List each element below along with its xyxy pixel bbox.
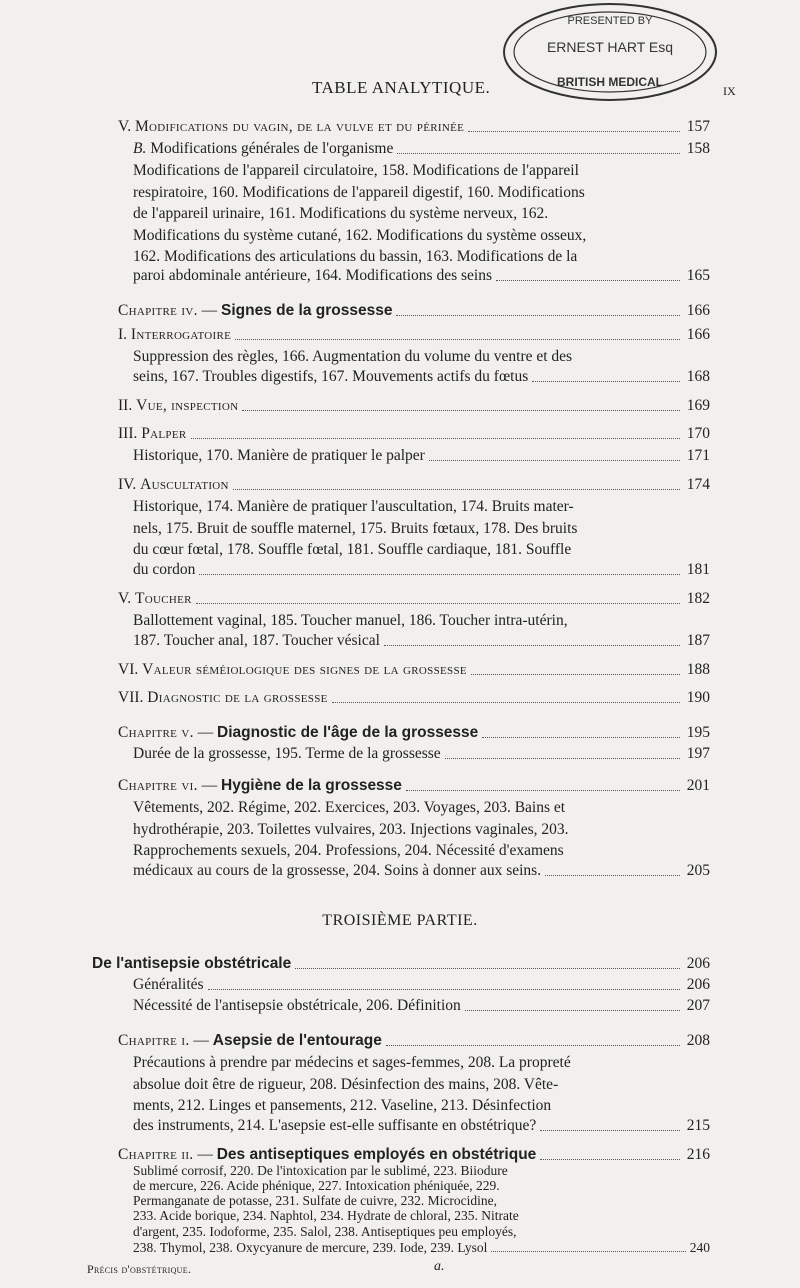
entry-page: 208 [686, 1032, 710, 1049]
library-stamp-icon [498, 0, 723, 106]
chapter-number: Chapitre v. [118, 724, 194, 741]
entry-page: 187 [686, 632, 710, 649]
leader-dots [540, 1130, 680, 1131]
leader-dots [235, 339, 680, 340]
chapter-title: Diagnostic de l'âge de la grossesse [217, 724, 479, 741]
entry-number: III. [118, 425, 138, 442]
entry-label: Généralités [133, 976, 204, 993]
leader-dots [545, 875, 680, 876]
leader-dots [397, 153, 680, 154]
toc-entry [133, 1117, 710, 1135]
leader-dots [295, 968, 680, 969]
chapter-title: Asepsie de l'entourage [212, 1032, 382, 1049]
toc-entry [118, 326, 710, 344]
entry-description-line-5: d'argent, 235. Iodoforme, 235. Salol, 238. Antiseptiques peu employés, [133, 1224, 517, 1239]
leader-dots [482, 737, 680, 738]
entry-page: 174 [686, 476, 710, 493]
leader-dots [233, 489, 680, 490]
entry-description: Sublimé corrosif, 220. De l'intoxication par le sublimé, 223. Biiodure de mercure, 226. Acide phénique, 227. Intoxication phéniquée, 229. Permanganate de potasse, 231. Sulfate de cuivre, 232. Microcidine, 233. Acide borique, 234. Naphtol, 234. Hydrate de chloral, 235. Nitrate [133, 1163, 519, 1223]
entry-page: 165 [686, 267, 710, 284]
leader-dots [429, 460, 680, 461]
chapter-entry: Chapitre v. — Diagnostic de l'âge de la grossesse 195 [118, 724, 710, 741]
leader-dots [496, 280, 680, 281]
entry-label: 238. Thymol, 238. Oxycyanure de mercure, 239. Iode, 239. Lysol [133, 1240, 488, 1255]
signature-mark: a. [434, 1259, 445, 1274]
toc-entry [118, 425, 710, 443]
part-title: De l'antisepsie obstétricale [92, 955, 292, 972]
leader-dots [406, 790, 680, 791]
leader-dots [471, 674, 680, 675]
entry-number: B. [133, 140, 147, 157]
toc-entry [118, 476, 710, 494]
entry-label: Historique, 170. Manière de pratiquer le palper [133, 447, 425, 464]
chapter-title: Des antiseptiques employés en obstétrique [216, 1146, 537, 1163]
toc-entry [133, 267, 710, 285]
entry-label: 187. Toucher anal, 187. Toucher vésical [133, 632, 380, 649]
entry-number: VI. [118, 661, 139, 678]
entry-description: Précautions à prendre par médecins et sages-femmes, 208. La propreté absolue doit être de rigueur, 208. Désinfection des mains, 208. Vête- ments, 212. Linges et pansements, 212. Vaseline, 213. Désinfection [133, 1054, 571, 1114]
entry-description: Modifications de l'appareil circulatoire, 158. Modifications de l'appareil respiratoire, 160. Modifications de l'appareil digestif, 160. Modifications de l'appareil urinaire, 161. Modifications du système nerveux, 162. Modifications du système cutané, 162. Modifications du système osseux, 162. Modifications des articulations du bassin, 163. Modifications de la [133, 162, 587, 265]
entry-page: 188 [686, 661, 710, 678]
entry-number: IV. [118, 476, 137, 493]
entry-description: Vêtements, 202. Régime, 202. Exercices, 203. Voyages, 203. Bains et hydrothérapie, 203. Toilettes vulvaires, 203. Injections vaginales, 203. Rapprochements sexuels, 204. Professions, 204. Nécessité d'examens [133, 799, 569, 859]
stamp-text-top: PRESENTED BY [567, 15, 653, 27]
leader-dots [468, 131, 680, 132]
entry-description: Ballottement vaginal, 185. Toucher manuel, 186. Toucher intra-utérin, [133, 612, 568, 629]
book-title-footer: Précis d'obstétrique. [87, 1262, 192, 1276]
entry-page: 181 [686, 561, 710, 578]
toc-entry [133, 368, 710, 386]
toc-entry [118, 590, 710, 608]
toc-entry [133, 997, 710, 1015]
chapter-number: Chapitre i. [118, 1032, 190, 1049]
entry-label: Vue, inspection [136, 397, 239, 414]
running-title: TABLE ANALYTIQUE. [312, 78, 491, 97]
entry-page: 169 [686, 397, 710, 414]
toc-entry [133, 561, 710, 579]
chapter-number: Chapitre vi. [118, 777, 198, 794]
chapter-entry: Chapitre ii. — Des antiseptiques employés en obstétrique 216 [118, 1146, 710, 1163]
entry-label: Diagnostic de la grossesse [147, 689, 328, 706]
chapter-entry: Chapitre vi. — Hygiène de la grossesse 201 [118, 777, 710, 794]
leader-dots [196, 603, 680, 604]
entry-label: paroi abdominale antérieure, 164. Modifications des seins [133, 267, 492, 284]
entry-label: Modifications générales de l'organisme [150, 140, 394, 157]
entry-number: VII. [118, 689, 144, 706]
entry-page: 158 [686, 140, 710, 157]
entry-page: 195 [686, 724, 710, 741]
leader-dots [540, 1159, 680, 1160]
entry-page: 201 [686, 777, 710, 794]
entry-page: 206 [686, 976, 710, 993]
toc-entry [118, 118, 710, 136]
leader-dots [465, 1010, 680, 1011]
toc-entry [133, 976, 710, 994]
leader-dots [445, 758, 680, 759]
entry-page: 166 [686, 302, 710, 319]
entry-page: 170 [686, 425, 710, 442]
entry-page: 216 [686, 1146, 710, 1163]
part-heading: TROISIÈME PARTIE. [322, 912, 478, 929]
entry-label: Toucher [134, 590, 192, 607]
entry-label: seins, 167. Troubles digestifs, 167. Mouvements actifs du fœtus [133, 368, 529, 385]
entry-label: Palper [141, 425, 187, 442]
entry-label: Valeur séméiologique des signes de la grossesse [142, 661, 467, 678]
chapter-number: Chapitre ii. [118, 1146, 194, 1163]
chapter-title: Hygiène de la grossesse [221, 777, 402, 794]
entry-number: II. [118, 397, 133, 414]
page-number: IX [723, 84, 736, 98]
leader-dots [191, 438, 680, 439]
chapter-number: Chapitre iv. [118, 302, 198, 319]
part-entry [92, 955, 710, 973]
entry-page: 205 [686, 862, 710, 879]
leader-dots [491, 1251, 685, 1252]
entry-page: 206 [686, 955, 710, 972]
chapter-title: Signes de la grossesse [221, 302, 393, 319]
toc-entry [133, 140, 710, 158]
entry-page: 197 [686, 745, 710, 762]
toc-entry [118, 397, 710, 415]
leader-dots [208, 989, 680, 990]
entry-description: Suppression des règles, 166. Augmentation du volume du ventre et des [133, 348, 573, 365]
entry-label: Interrogatoire [130, 326, 232, 343]
entry-description: Historique, 174. Manière de pratiquer l'auscultation, 174. Bruits mater- nels, 175. Bruit de souffle maternel, 175. Bruits fœtaux, 178. Des bruits du cœur fœtal, 178. Souffle fœtal, 181. Souffle cardiaque, 181. Souffle [133, 498, 578, 558]
entry-page: 166 [686, 326, 710, 343]
entry-label: Durée de la grossesse, 195. Terme de la grossesse [133, 745, 441, 762]
toc-entry [118, 661, 710, 679]
leader-dots [386, 1045, 680, 1046]
entry-page: 215 [686, 1117, 710, 1134]
leader-dots [532, 381, 680, 382]
toc-entry [133, 447, 710, 465]
leader-dots [384, 645, 680, 646]
entry-page: 182 [686, 590, 710, 607]
entry-label: des instruments, 214. L'asepsie est-elle suffisante en obstétrique? [133, 1117, 537, 1134]
chapter-entry: Chapitre i. — Asepsie de l'entourage 208 [118, 1032, 710, 1049]
toc-entry [118, 689, 710, 707]
entry-page: 157 [686, 118, 710, 135]
stamp-text-bottom: BRITISH MEDICAL [557, 75, 663, 89]
entry-number: V. [118, 118, 132, 135]
entry-page: 207 [686, 997, 710, 1014]
entry-page: 171 [686, 447, 710, 464]
entry-label: Auscultation [140, 476, 229, 493]
entry-page: 190 [686, 689, 710, 706]
toc-entry [133, 745, 710, 763]
entry-page: 240 [689, 1240, 710, 1255]
leader-dots [332, 702, 680, 703]
page-header [0, 0, 800, 110]
chapter-entry: Chapitre iv. — Signes de la grossesse 166 [118, 302, 710, 319]
entry-label: du cordon [133, 561, 196, 578]
entry-label: Modifications du vagin, de la vulve et du périnée [134, 118, 465, 135]
leader-dots [199, 574, 680, 575]
toc-entry [133, 862, 710, 880]
entry-page: 168 [686, 368, 710, 385]
toc-entry [133, 632, 710, 650]
entry-number: I. [118, 326, 128, 343]
leader-dots [242, 410, 680, 411]
leader-dots [396, 315, 680, 316]
entry-label: Nécessité de l'antisepsie obstétricale, 206. Définition [133, 997, 461, 1014]
entry-number: V. [118, 590, 132, 607]
entry-label: médicaux au cours de la grossesse, 204. Soins à donner aux seins. [133, 862, 542, 879]
stamp-text-mid: ERNEST HART Esq [546, 39, 674, 55]
toc-entry [133, 1240, 710, 1256]
